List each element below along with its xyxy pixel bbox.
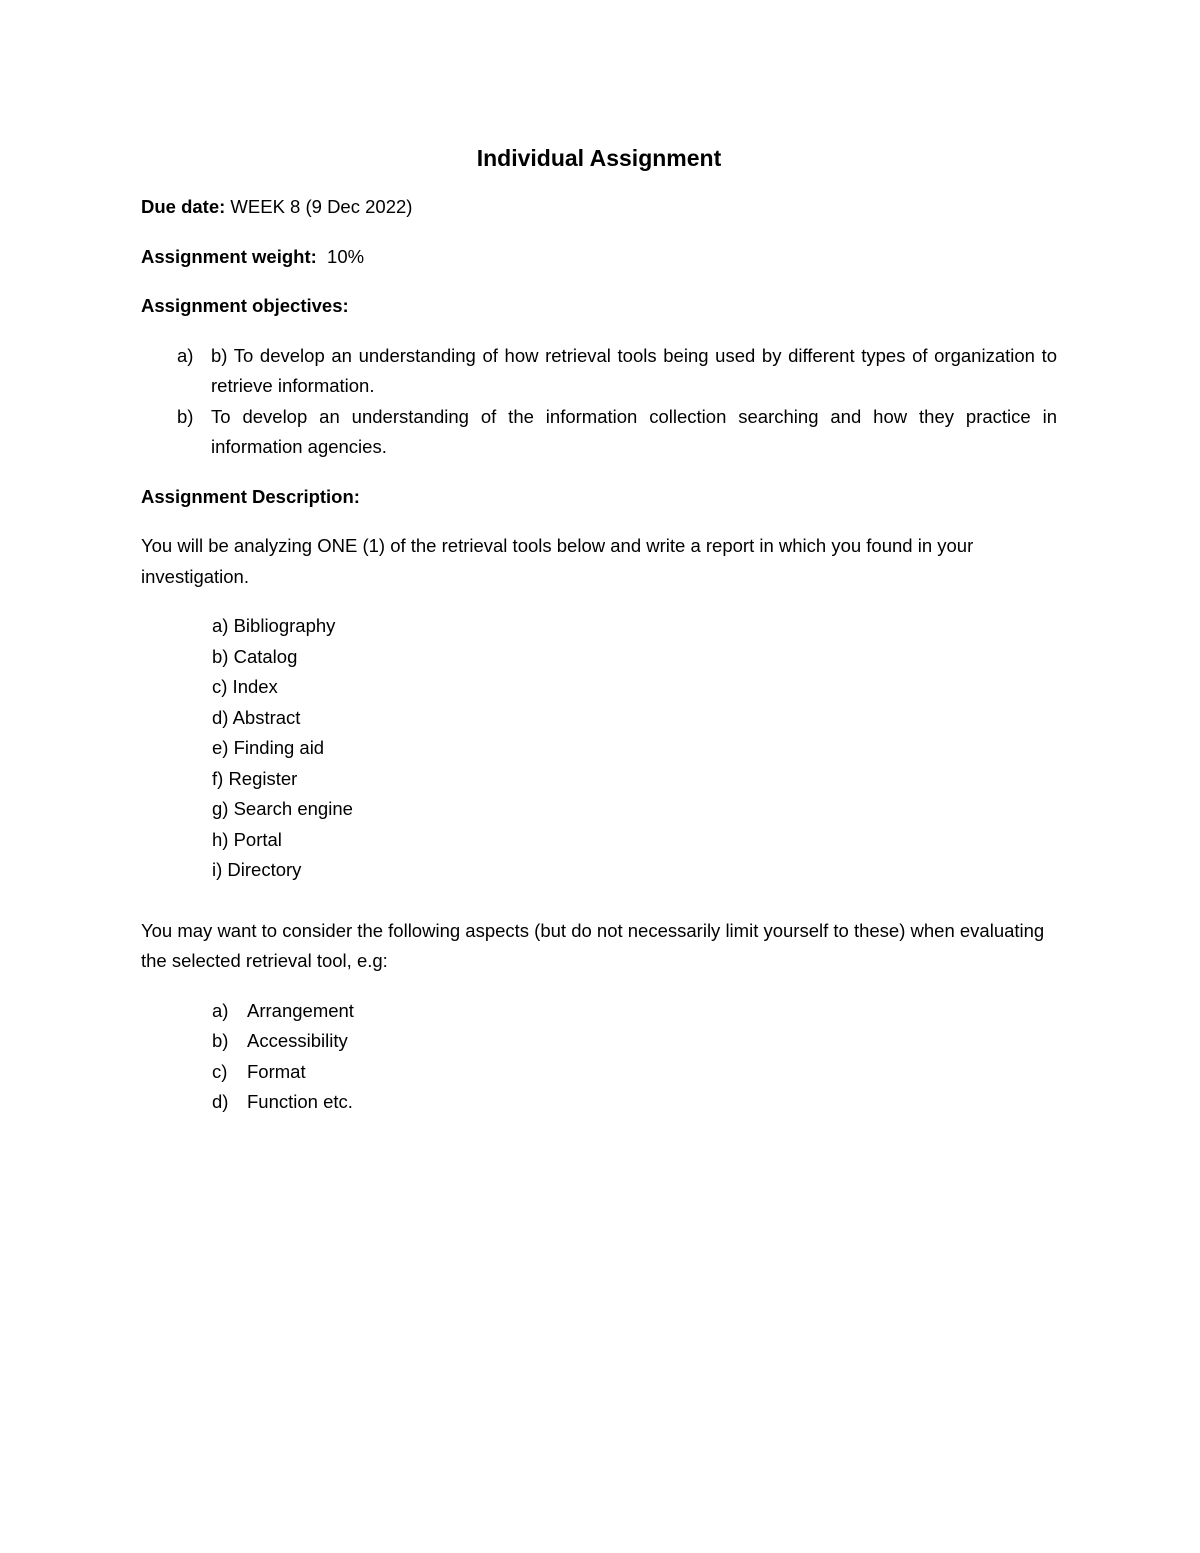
description-heading: Assignment Description: — [141, 485, 360, 507]
aspect-text: Arrangement — [247, 999, 354, 1021]
aspect-marker: c) — [212, 1060, 228, 1082]
objective-marker: a) — [177, 344, 194, 366]
aspect-marker: b) — [212, 1030, 229, 1051]
tool-item: b) Catalog — [212, 645, 298, 667]
weight-label: Assignment weight: — [141, 245, 317, 267]
aspect-item — [141, 996, 1057, 1027]
aspect-item — [141, 1057, 1057, 1088]
tool-item: h) Portal — [212, 828, 282, 850]
aspect-item — [141, 1087, 1057, 1118]
description-intro: You will be analyzing ONE (1) of the retrieval tools below and write a report in which you found in your investigation. — [141, 535, 974, 587]
weight-value: 10% — [316, 245, 365, 267]
aspect-marker: a) — [212, 999, 229, 1021]
tool-item: a) Bibliography — [212, 615, 336, 636]
aspects-list — [141, 996, 1057, 1118]
objective-item — [141, 341, 1057, 402]
objective-text: To develop an understanding of the information collection searching and how they practice in information agencies. — [211, 405, 1057, 457]
aspect-item — [141, 1026, 1057, 1057]
tool-item: i) Directory — [212, 859, 302, 880]
aspect-marker: d) — [212, 1091, 229, 1112]
tool-item: d) Abstract — [212, 706, 301, 728]
due-date-label: Due date: — [141, 196, 226, 217]
objective-text: b) To develop an understanding of how retrieval tools being used by different types of organization to retrieve information. — [211, 344, 1057, 396]
objective-marker: b) — [177, 405, 194, 427]
objectives-heading: Assignment objectives: — [141, 295, 349, 316]
objective-item — [141, 402, 1057, 463]
tool-item: g) Search engine — [212, 798, 353, 819]
page-title: Individual Assignment — [476, 145, 722, 171]
tool-item: f) Register — [212, 767, 298, 789]
due-date-value: WEEK 8 (9 Dec 2022) — [225, 196, 413, 217]
tool-item: c) Index — [212, 676, 278, 697]
tool-item: e) Finding aid — [212, 737, 325, 758]
objectives-list — [141, 341, 1057, 463]
document-content — [141, 140, 1057, 1118]
aspects-intro: You may want to consider the following aspects (but do not necessarily limit yourself to these) when evaluating the selected retrieval tool, e.g: — [141, 919, 1045, 971]
weight-line — [141, 242, 1057, 273]
aspect-text: Function etc. — [247, 1091, 353, 1112]
retrieval-tools-list — [141, 611, 1057, 886]
aspect-text: Format — [247, 1060, 306, 1082]
due-date-line — [141, 192, 1057, 223]
aspect-text: Accessibility — [247, 1030, 348, 1051]
